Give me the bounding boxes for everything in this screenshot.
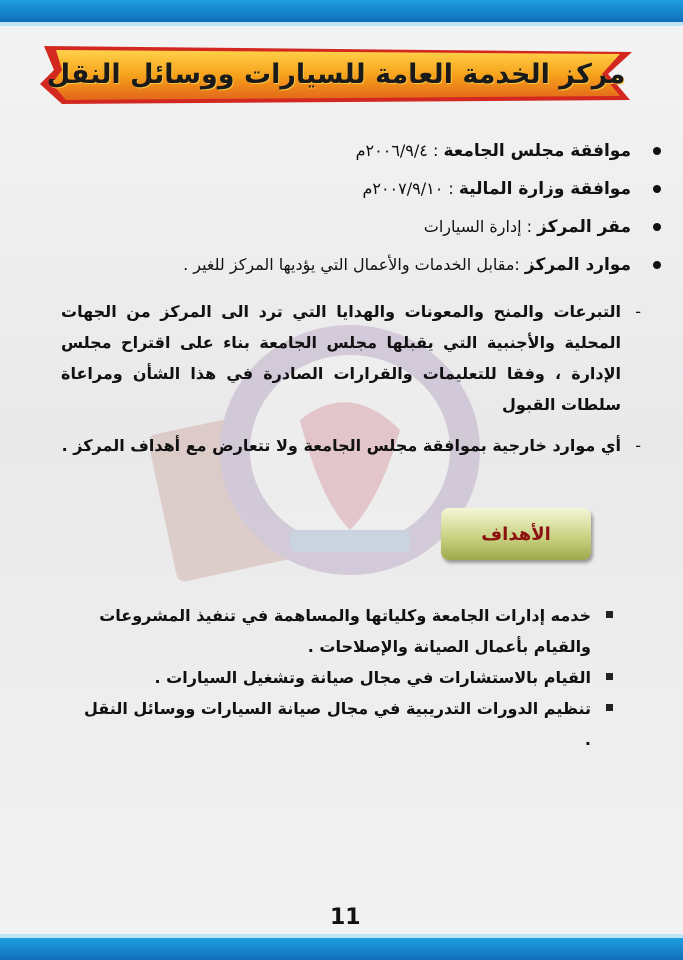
- center-info: [71, 140, 631, 292]
- bullet-icon: [653, 185, 661, 193]
- approval-ministry-row: [71, 178, 631, 216]
- page-number: 11: [330, 905, 361, 930]
- resource-item: - أي موارد خارجية بموافقة مجلس الجامعة ولا تتعارض مع أهداف المركز .: [61, 430, 621, 461]
- dash-marker: -: [635, 302, 641, 321]
- bullet-icon: [653, 223, 661, 231]
- goal-item: القيام بالاستشارات في مجال صيانة وتشغيل السيارات .: [81, 662, 591, 693]
- bullet-icon: [653, 147, 661, 155]
- info-label: موافقة وزارة المالية: [458, 179, 631, 199]
- info-label: موارد المركز: [524, 255, 631, 275]
- goals-heading: [441, 508, 591, 560]
- square-bullet-icon: [606, 704, 613, 711]
- bullet-icon: [653, 261, 661, 269]
- approval-council-row: [71, 140, 631, 178]
- dash-marker: -: [635, 436, 641, 455]
- resource-item: - التبرعات والمنح والمعونات والهدايا التي ترد الى المركز من الجهات المحلية والأجنبية التي يقبلها مجلس الجامعة بناء على اقتراح مجلس الإدارة ، وفقا للتعليمات والقرارات الصادرة في هذا الشأن ومراعاة سلطات القبول: [61, 296, 621, 420]
- goals-list: [81, 600, 591, 755]
- title-banner: [36, 44, 636, 108]
- resources-row: [71, 254, 631, 292]
- info-value: : ٢٠٠٧/٩/١٠م: [362, 179, 459, 198]
- square-bullet-icon: [606, 673, 613, 680]
- goals-title: الأهداف: [481, 523, 551, 545]
- info-value: : ٢٠٠٦/٩/٤م: [355, 141, 444, 160]
- bottom-band: [0, 938, 683, 960]
- info-label: مقر المركز: [537, 217, 631, 237]
- info-value: : إدارة السيارات: [423, 217, 538, 236]
- square-bullet-icon: [606, 611, 613, 618]
- goal-item: تنظيم الدورات التدريبية في مجال صيانة السيارات ووسائل النقل .: [81, 693, 591, 755]
- info-value: :مقابل الخدمات والأعمال التي يؤديها المركز للغير .: [183, 255, 525, 274]
- info-label: موافقة مجلس الجامعة: [443, 141, 631, 161]
- goal-item: خدمه إدارات الجامعة وكلياتها والمساهمة في تنفيذ المشروعات والقيام بأعمال الصيانة والإصلاحات .: [81, 600, 591, 662]
- top-band: [0, 0, 683, 22]
- headquarters-row: [71, 216, 631, 254]
- page-title: مركز الخدمة العامة للسيارات ووسائل النقل: [46, 58, 626, 90]
